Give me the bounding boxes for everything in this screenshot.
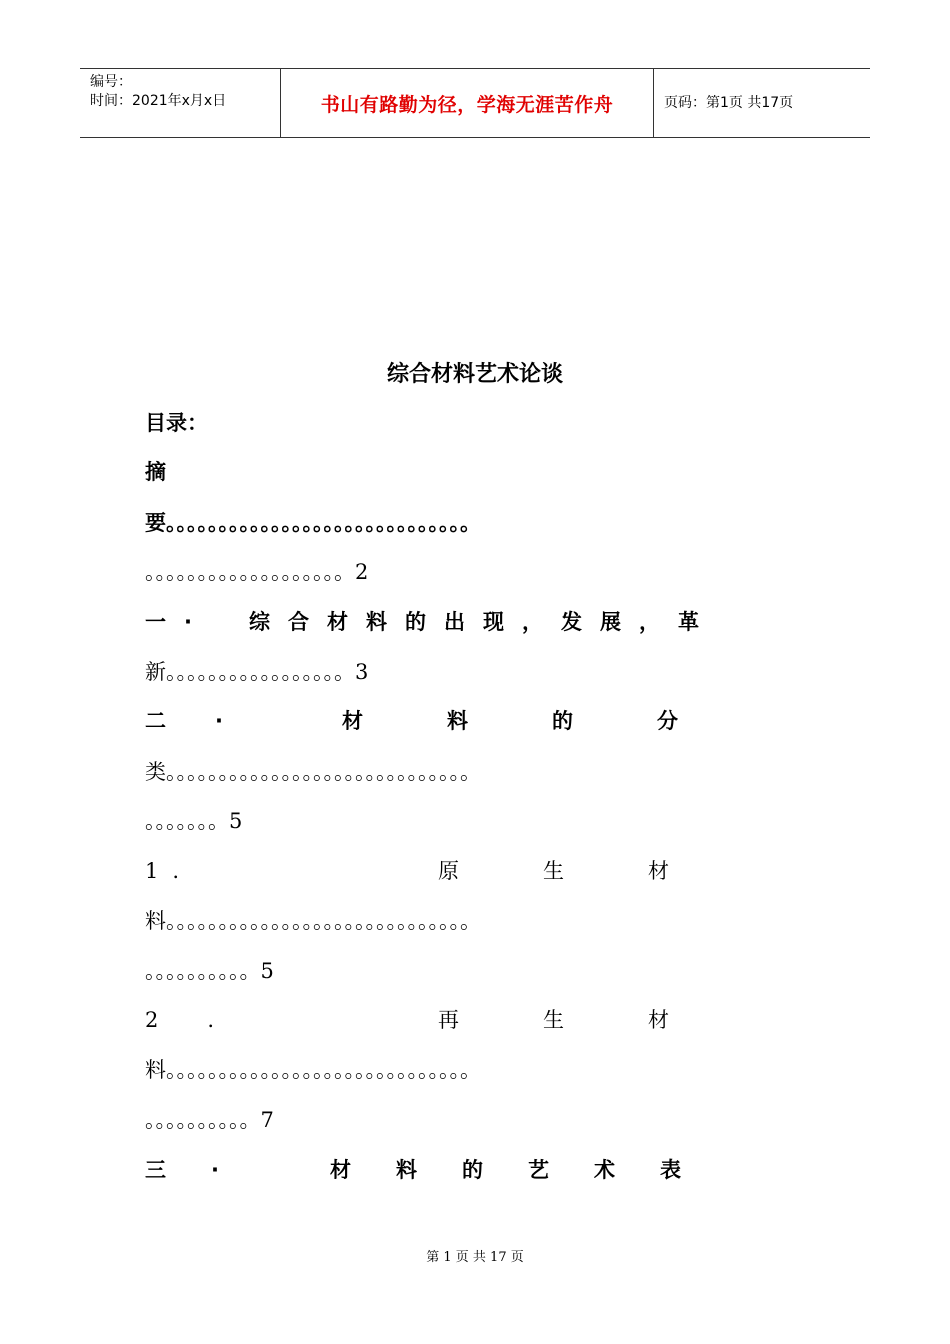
- document-title: 综合材料艺术论谈: [386, 362, 563, 387]
- toc-line: 新。。。。。。。。。。。。。。。。。3: [145, 660, 369, 684]
- toc-line: 料。。。。。。。。。。。。。。。。。。。。。。。。。。。。。: [145, 1058, 481, 1082]
- header-page-cell: [654, 69, 870, 137]
- toc-entry-3: 三 · 材 料 的 艺 术 表: [145, 1158, 693, 1182]
- toc-entry-2: 二 · 材 料 的 分: [145, 709, 692, 733]
- header-meta-cell: [80, 69, 281, 137]
- page-footer: 第 1 页 共 17 页: [426, 1250, 524, 1265]
- toc-line: 。。。。。。。5: [145, 809, 243, 833]
- toc-entry-1: [145, 607, 807, 637]
- toc-line-text: 要。。。。。。。。。。。。。。。。。。。。。。。。。。。。。: [145, 511, 481, 535]
- toc-label: 目录：: [145, 411, 208, 435]
- toc-entry-2-1: 1. 原 生 材: [145, 859, 684, 883]
- toc-line: 摘: [145, 460, 166, 484]
- page-header: [80, 68, 870, 138]
- page-info: 页码：第1页 共17页: [664, 95, 794, 111]
- motto: 书山有路勤为径，学海无涯苦作舟: [320, 93, 614, 116]
- toc-entry-1-text: 一· 综合材料的出现，发展，革: [145, 610, 717, 634]
- header-motto-cell: [281, 69, 654, 137]
- toc-line: [145, 508, 807, 538]
- toc-entry-2-2: 2 . 再 生 材: [145, 1008, 684, 1032]
- serial-label: 编号：: [90, 74, 132, 90]
- toc-line: 。。。。。。。。。。7: [145, 1108, 274, 1132]
- toc-line: 。。。。。。。。。。。。。。。。。。。2: [145, 560, 369, 584]
- time-label: 时间：2021年x月x日: [90, 93, 227, 109]
- toc-line: 料。。。。。。。。。。。。。。。。。。。。。。。。。。。。。: [145, 909, 481, 933]
- toc-line: 。。。。。。。。。。5: [145, 959, 274, 983]
- toc-line: 类。。。。。。。。。。。。。。。。。。。。。。。。。。。。。: [145, 760, 481, 784]
